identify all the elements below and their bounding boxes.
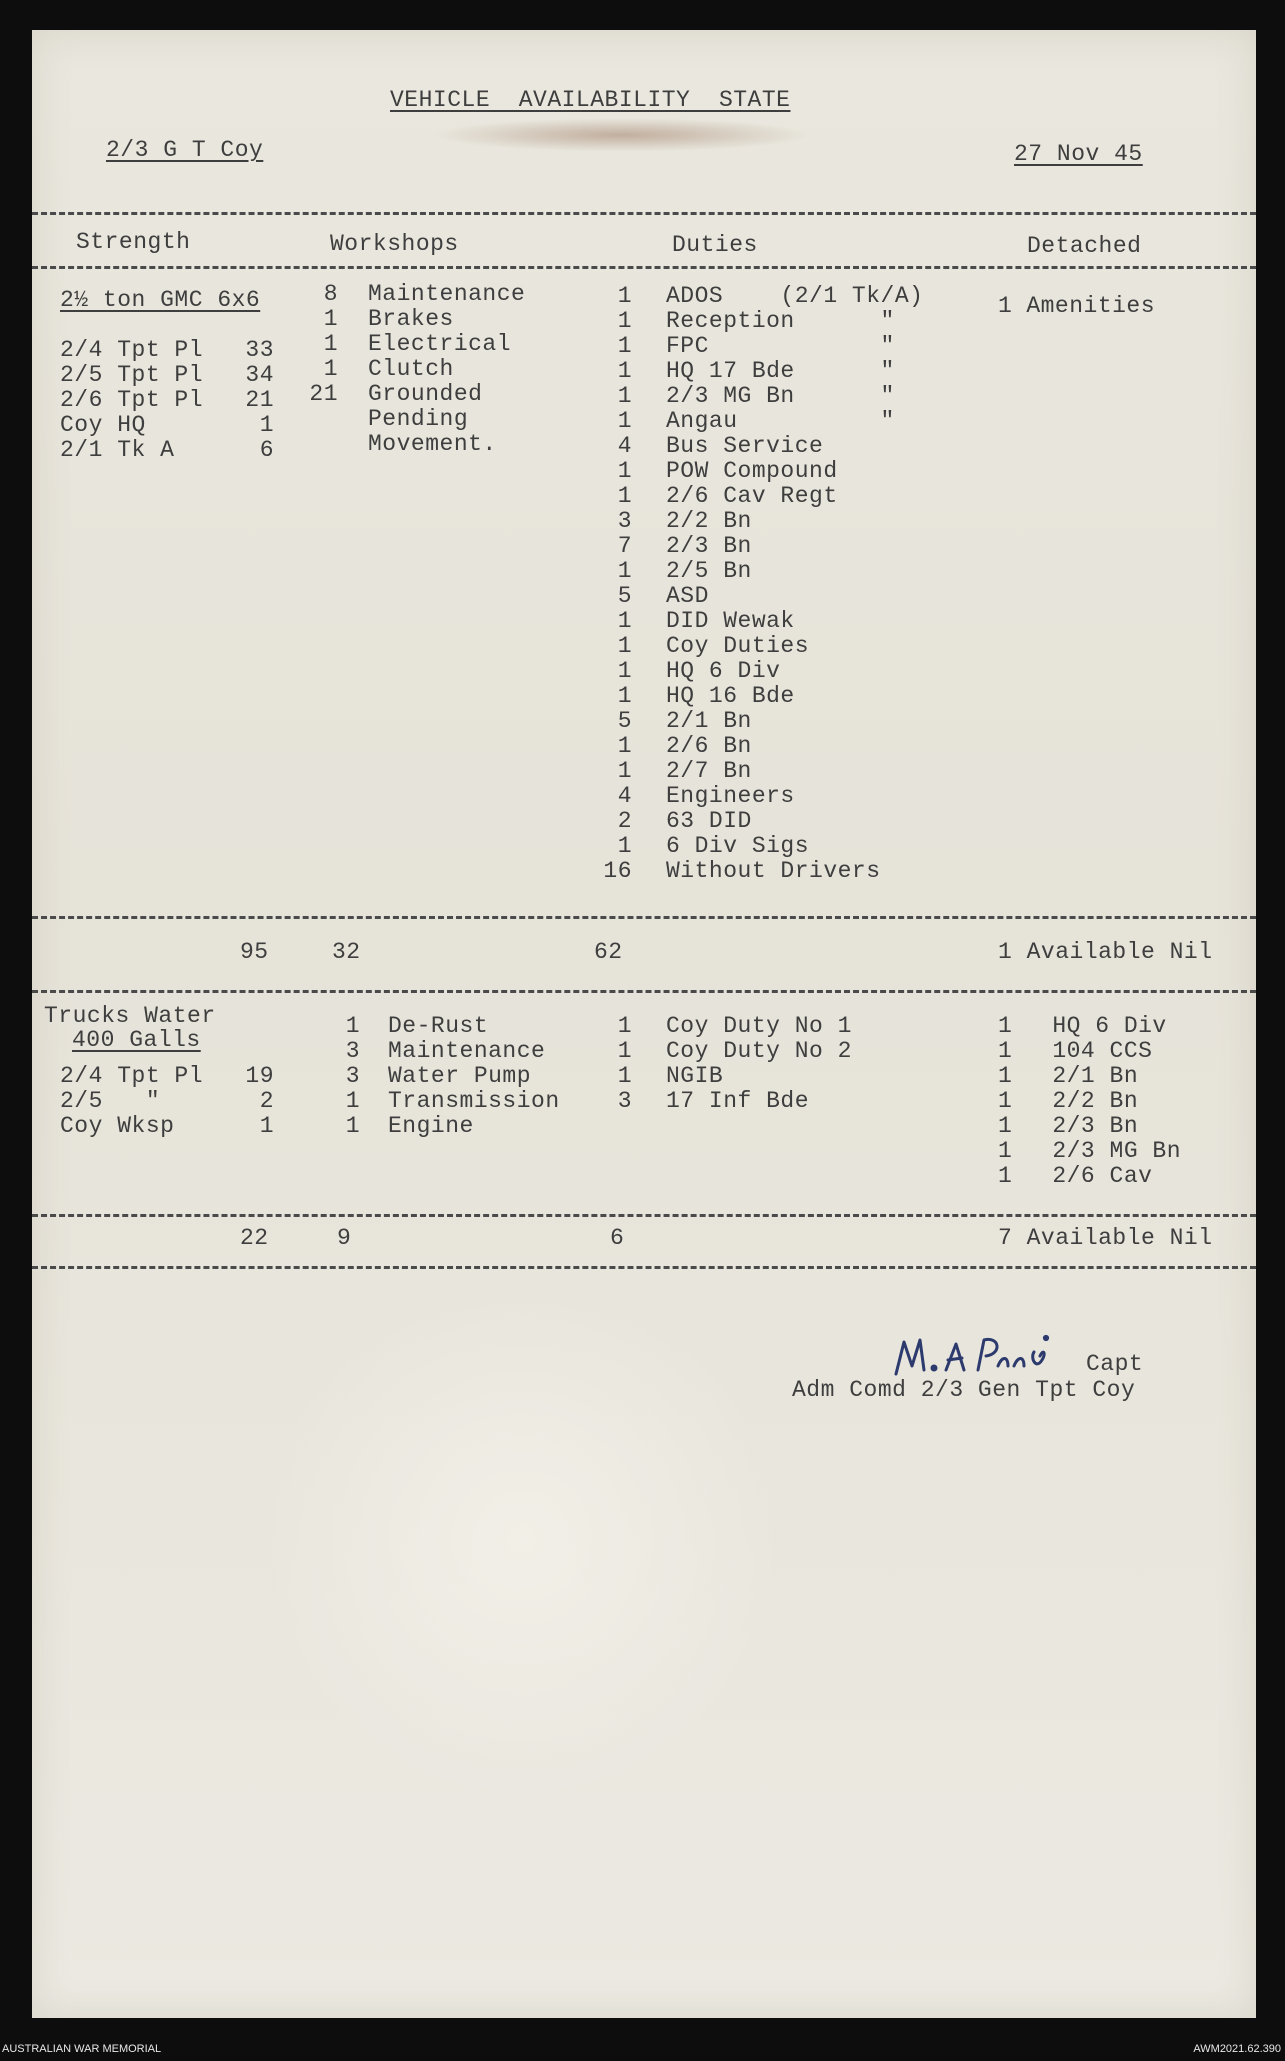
duty-row <box>598 359 923 384</box>
detached-label: 2/6 Cav <box>1052 1163 1153 1189</box>
detached-list <box>998 294 1155 319</box>
duty-label: POW Compound <box>666 458 838 484</box>
strength-label: Coy Wksp <box>60 1113 175 1139</box>
duty-row <box>598 1064 852 1089</box>
workshop-count: 1 <box>345 1013 360 1039</box>
strength-label: 2/4 Tpt Pl <box>60 1063 204 1089</box>
duty-row <box>598 584 923 609</box>
strength-value: 2 <box>259 1088 274 1114</box>
workshop-label: Movement. <box>368 431 497 457</box>
duty-count: 1 <box>617 633 632 659</box>
strength-value: 21 <box>245 387 274 413</box>
total-strength: 95 <box>240 939 269 965</box>
duty-row <box>598 634 923 659</box>
total-duties: 6 <box>610 1225 625 1251</box>
total-detached: 7 Available Nil <box>998 1225 1213 1251</box>
duty-count: 1 <box>617 658 632 684</box>
strength-label: 2/6 Tpt Pl <box>60 387 204 413</box>
duty-row <box>598 459 923 484</box>
detached-count: 1 <box>998 1138 1013 1164</box>
detached-row <box>998 1139 1181 1164</box>
duty-row <box>598 1039 852 1064</box>
duty-label: HQ 16 Bde <box>666 683 795 709</box>
duty-count: 1 <box>617 283 632 309</box>
duty-count: 1 <box>617 483 632 509</box>
detached-label: HQ 6 Div <box>1052 1013 1167 1039</box>
strength-label: 2/1 Tk A <box>60 437 175 463</box>
strength-value: 33 <box>245 337 274 363</box>
strength-label: 2/5 " <box>60 1088 161 1114</box>
duty-label: ADOS (2/1 Tk/A) <box>666 283 924 309</box>
divider <box>32 1214 1256 1217</box>
duty-count: 16 <box>603 858 632 884</box>
duty-row <box>598 309 923 334</box>
strength-value: 1 <box>259 412 274 438</box>
duty-label: ASD <box>666 583 709 609</box>
workshop-label: Maintenance <box>388 1038 546 1064</box>
duty-row <box>598 659 923 684</box>
workshop-count: 1 <box>345 1113 360 1139</box>
duty-label: 2/5 Bn <box>666 558 752 584</box>
stain <box>262 1280 782 1800</box>
detached-row <box>998 1039 1181 1064</box>
document-page <box>32 30 1256 2018</box>
duty-count: 1 <box>617 1013 632 1039</box>
workshop-row <box>302 432 525 457</box>
detached-list <box>998 1014 1181 1189</box>
duty-row <box>598 784 923 809</box>
workshop-count <box>302 432 338 457</box>
workshop-count: 3 <box>345 1038 360 1064</box>
duty-row <box>598 509 923 534</box>
detached-count: 1 <box>998 1038 1013 1064</box>
duty-label: DID Wewak <box>666 608 795 634</box>
duty-count: 1 <box>617 733 632 759</box>
workshop-row <box>334 1089 560 1114</box>
stain <box>432 118 812 152</box>
detached-count: 1 <box>998 1063 1013 1089</box>
strength-value: 6 <box>259 437 274 463</box>
duty-label: NGIB <box>666 1063 724 1089</box>
workshop-label: Brakes <box>368 306 454 332</box>
detached-label: Amenities <box>1026 293 1156 319</box>
duty-count: 1 <box>617 458 632 484</box>
duty-count: 1 <box>617 383 632 409</box>
workshop-count: 3 <box>345 1063 360 1089</box>
workshop-count: 1 <box>323 306 338 332</box>
duty-count: 3 <box>617 1088 632 1114</box>
duty-row <box>598 834 923 859</box>
duty-count: 1 <box>617 408 632 434</box>
detached-row <box>998 1064 1181 1089</box>
duty-count: 5 <box>617 583 632 609</box>
workshop-count: 1 <box>345 1088 360 1114</box>
duty-label: HQ 6 Div <box>666 658 781 684</box>
duty-count: 5 <box>617 708 632 734</box>
workshop-row <box>302 282 525 307</box>
detached-count: 1 <box>998 1088 1013 1114</box>
detached-row <box>998 294 1155 319</box>
detached-row <box>998 1114 1181 1139</box>
strength-list <box>60 1064 274 1139</box>
duty-row <box>598 759 923 784</box>
duty-row <box>598 559 923 584</box>
detached-count: 1 <box>998 1163 1013 1189</box>
duty-label: 6 Div Sigs <box>666 833 810 859</box>
detached-row <box>998 1089 1181 1114</box>
duty-label: Without Drivers <box>666 858 881 884</box>
vehicle-type: 2½ ton GMC 6x6 <box>60 287 261 313</box>
workshop-row <box>334 1114 560 1139</box>
workshop-row <box>334 1039 560 1064</box>
duty-row <box>598 434 923 459</box>
strength-row <box>60 363 274 388</box>
duty-label: Engineers <box>666 783 795 809</box>
duty-row <box>598 284 923 309</box>
strength-label: 2/5 Tpt Pl <box>60 362 204 388</box>
duty-row <box>598 1014 852 1039</box>
signatory-rank: Capt <box>1086 1351 1144 1377</box>
workshop-row <box>334 1064 560 1089</box>
duty-count: 4 <box>617 783 632 809</box>
duty-count: 1 <box>617 833 632 859</box>
workshop-label: Maintenance <box>368 281 526 307</box>
detached-count: 1 <box>998 1013 1013 1039</box>
duty-row <box>598 859 923 884</box>
duty-label: Reception " <box>666 308 895 334</box>
divider <box>32 212 1256 215</box>
detached-label: 2/3 MG Bn <box>1052 1138 1182 1164</box>
workshop-label: Electrical <box>368 331 512 357</box>
duty-row <box>598 1089 852 1114</box>
strength-row <box>60 438 274 463</box>
detached-label: 104 CCS <box>1052 1038 1153 1064</box>
workshop-label: Water Pump <box>388 1063 532 1089</box>
duty-label: 2/1 Bn <box>666 708 752 734</box>
workshop-row <box>302 407 525 432</box>
signatory-title: Adm Comd 2/3 Gen Tpt Coy <box>792 1377 1136 1403</box>
strength-row <box>60 338 274 363</box>
workshop-row <box>302 307 525 332</box>
workshop-row <box>334 1014 560 1039</box>
duty-row <box>598 334 923 359</box>
duty-row <box>598 709 923 734</box>
duties-list <box>598 284 923 884</box>
detached-label: 2/3 Bn <box>1052 1113 1139 1139</box>
divider <box>32 916 1256 919</box>
duty-row <box>598 409 923 434</box>
duty-label: Angau " <box>666 408 895 434</box>
duty-count: 3 <box>617 508 632 534</box>
detached-row <box>998 1164 1181 1189</box>
divider <box>32 266 1256 269</box>
vehicle-type: Trucks Water <box>44 1003 216 1029</box>
duty-label: Coy Duties <box>666 633 810 659</box>
workshop-count: 8 <box>323 281 338 307</box>
strength-row <box>60 1089 274 1114</box>
document-title: VEHICLE AVAILABILITY STATE <box>390 87 791 113</box>
total-strength: 22 <box>240 1225 269 1251</box>
duty-label: Bus Service <box>666 433 824 459</box>
total-workshops: 32 <box>332 939 361 965</box>
duty-row <box>598 384 923 409</box>
strength-label: Coy HQ <box>60 412 146 438</box>
detached-label: 2/1 Bn <box>1052 1063 1139 1089</box>
workshop-count <box>302 407 338 432</box>
duty-label: 2/3 Bn <box>666 533 752 559</box>
duty-count: 1 <box>617 758 632 784</box>
workshops-list <box>334 1014 560 1139</box>
duty-label: 2/6 Bn <box>666 733 752 759</box>
workshop-label: Pending <box>368 406 469 432</box>
workshop-count: 1 <box>323 356 338 382</box>
workshop-count: 21 <box>309 381 338 407</box>
detached-row <box>998 1014 1181 1039</box>
column-header-detached: Detached <box>1027 233 1142 259</box>
strength-value: 19 <box>245 1063 274 1089</box>
archive-id: AWM2021.62.390 <box>1193 2043 1281 2055</box>
duty-label: 2/6 Cav Regt <box>666 483 838 509</box>
duty-label: 63 DID <box>666 808 752 834</box>
workshop-row <box>302 357 525 382</box>
duty-count: 1 <box>617 608 632 634</box>
workshop-row <box>302 332 525 357</box>
workshop-count: 1 <box>323 331 338 357</box>
workshop-row <box>302 382 525 407</box>
duty-label: FPC " <box>666 333 895 359</box>
document-date: 27 Nov 45 <box>1014 141 1143 167</box>
column-header-workshops: Workshops <box>330 231 459 257</box>
duty-count: 1 <box>617 1038 632 1064</box>
workshop-label: De-Rust <box>388 1013 489 1039</box>
duty-count: 4 <box>617 433 632 459</box>
divider <box>32 1266 1256 1269</box>
workshop-label: Clutch <box>368 356 454 382</box>
workshop-label: Engine <box>388 1113 474 1139</box>
unit-name: 2/3 G T Coy <box>106 137 264 163</box>
strength-row <box>60 1114 274 1139</box>
column-header-duties: Duties <box>672 232 758 258</box>
duty-label: HQ 17 Bde " <box>666 358 895 384</box>
detached-label: 2/2 Bn <box>1052 1088 1139 1114</box>
strength-list <box>60 338 274 463</box>
workshops-list <box>302 282 525 457</box>
duty-row <box>598 534 923 559</box>
workshop-label: Grounded <box>368 381 483 407</box>
duty-count: 1 <box>617 333 632 359</box>
strength-label: 2/4 Tpt Pl <box>60 337 204 363</box>
detached-count: 1 <box>998 1113 1013 1139</box>
duty-label: 2/3 MG Bn " <box>666 383 895 409</box>
duty-label: 2/2 Bn <box>666 508 752 534</box>
vehicle-capacity: 400 Galls <box>72 1027 201 1053</box>
detached-count: 1 <box>998 293 1013 319</box>
duty-label: Coy Duty No 2 <box>666 1038 852 1064</box>
duty-label: 2/7 Bn <box>666 758 752 784</box>
strength-row <box>60 1064 274 1089</box>
duty-row <box>598 684 923 709</box>
duty-count: 1 <box>617 683 632 709</box>
workshop-label: Transmission <box>388 1088 560 1114</box>
strength-value: 1 <box>259 1113 274 1139</box>
duty-count: 1 <box>617 308 632 334</box>
duty-row <box>598 609 923 634</box>
total-detached: 1 Available Nil <box>998 939 1213 965</box>
duty-row <box>598 809 923 834</box>
strength-value: 34 <box>245 362 274 388</box>
strength-row <box>60 413 274 438</box>
strength-row <box>60 388 274 413</box>
archive-credit: AUSTRALIAN WAR MEMORIAL <box>2 2043 162 2055</box>
total-duties: 62 <box>594 939 623 965</box>
column-header-strength: Strength <box>76 229 191 255</box>
duty-label: Coy Duty No 1 <box>666 1013 852 1039</box>
duty-row <box>598 484 923 509</box>
duty-count: 7 <box>617 533 632 559</box>
duty-count: 2 <box>617 808 632 834</box>
duty-count: 1 <box>617 1063 632 1089</box>
total-workshops: 9 <box>337 1225 352 1251</box>
duty-row <box>598 734 923 759</box>
divider <box>32 990 1256 993</box>
duty-label: 17 Inf Bde <box>666 1088 810 1114</box>
duties-list <box>598 1014 852 1114</box>
duty-count: 1 <box>617 358 632 384</box>
duty-count: 1 <box>617 558 632 584</box>
